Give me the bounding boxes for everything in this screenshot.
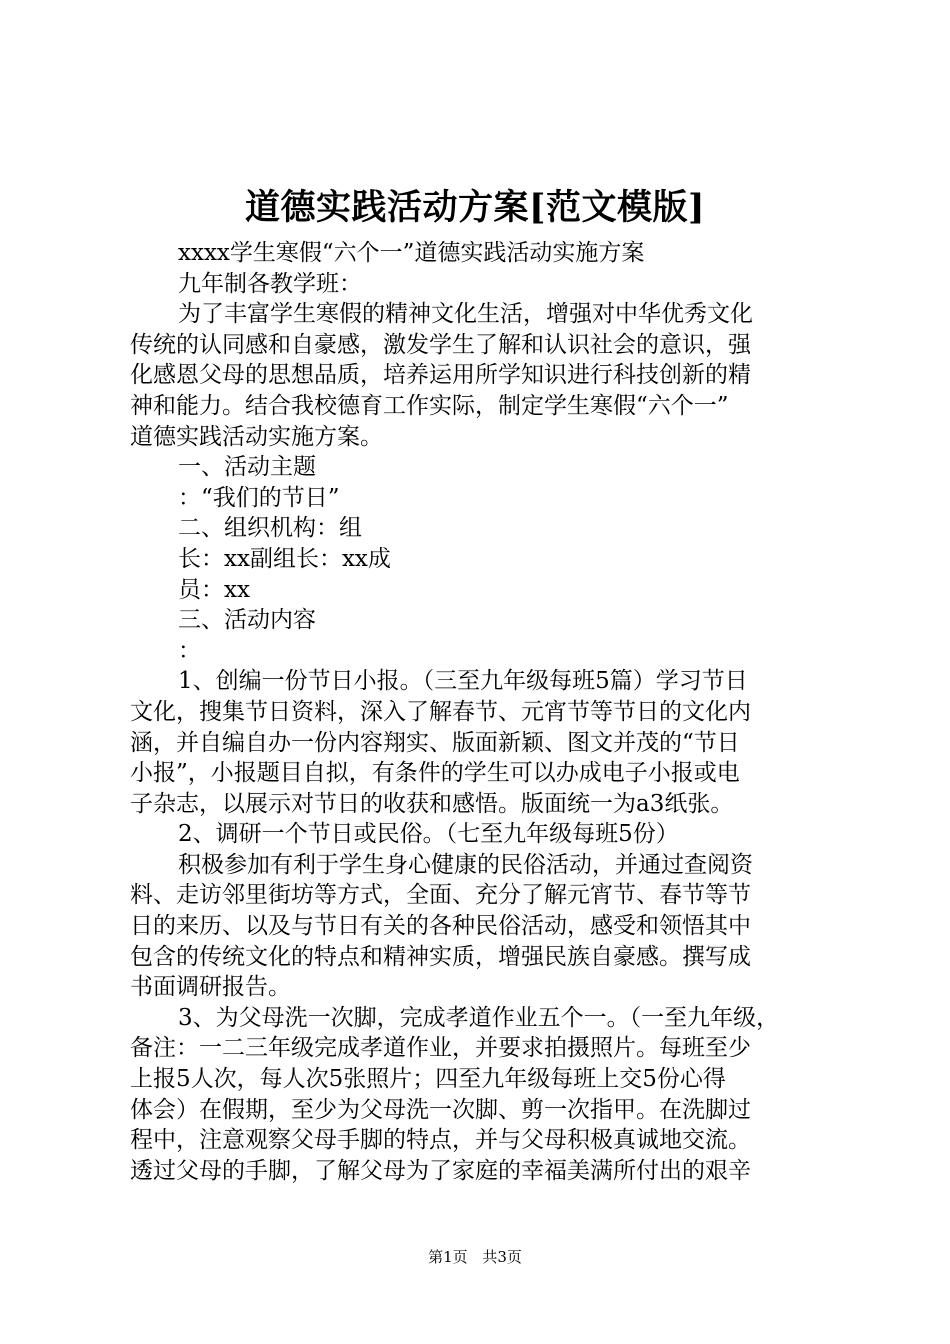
text-line: 传统的认同感和自豪感，激发学生了解和认识社会的意识，强	[130, 331, 751, 358]
text-line: 为了丰富学生寒假的精神文化生活，增强对中华优秀文化	[178, 301, 753, 328]
text-line: 备注：一二三年级完成孝道作业，并要求拍摄照片。每班至少	[130, 1035, 751, 1062]
text-line: 九年制各教学班：	[178, 270, 362, 297]
page-footer	[0, 1247, 950, 1267]
text-line: 道德实践活动实施方案。	[130, 423, 383, 450]
text-line: 3、为父母洗一次脚，完成孝道作业五个一。（一至九年级，	[178, 1004, 780, 1031]
text-line: 三、活动内容	[178, 607, 316, 634]
text-line: 二、组织机构：组	[178, 515, 362, 542]
text-line: ：	[178, 637, 201, 664]
text-line: 员：xx	[178, 576, 250, 603]
text-line: 子杂志，以展示对节日的收获和感悟。版面统一为a3纸张。	[130, 790, 734, 817]
text-line: 化感恩父母的思想品质，培养运用所学知识进行科技创新的精	[130, 362, 751, 389]
text-line: 神和能力。结合我校德育工作实际，制定学生寒假“六个一”	[130, 392, 729, 419]
text-line: 书面调研报告。	[130, 974, 291, 1001]
text-line: 包含的传统文化的特点和精神实质，增强民族自豪感。撰写成	[130, 943, 751, 970]
text-line: 料、走访邻里街坊等方式，全面、充分了解元宵节、春节等节	[130, 882, 751, 909]
text-line: 程中，注意观察父母手脚的特点，并与父母积极真诚地交流。	[130, 1127, 751, 1154]
page-total: 共3页	[482, 1248, 522, 1266]
text-line: 小报”，小报题目自拟，有条件的学生可以办成电子小报或电	[130, 760, 740, 787]
page-number: 第1页	[428, 1248, 468, 1266]
document-body	[130, 238, 835, 1186]
text-line: 文化，搜集节日资料，深入了解春节、元宵节等节日的文化内	[130, 698, 751, 725]
text-line: 上报5人次，每人次5张照片；四至九年级每班上交5份心得	[130, 1066, 726, 1093]
document-title: 道德实践活动方案[范文模版]	[244, 187, 706, 228]
text-line: 1、创编一份节日小报。（三至九年级每班5篇）学习节日	[178, 668, 748, 695]
text-line: 长：xx副组长：xx成	[178, 545, 391, 572]
text-line: 2、调研一个节日或民俗。（七至九年级每班5份）	[178, 821, 679, 848]
text-line: 一、活动主题	[178, 454, 316, 481]
text-line: 涵，并自编自办一份内容翔实、版面新颖、图文并茂的“节日	[130, 729, 740, 756]
text-line: 透过父母的手脚，了解父母为了家庭的幸福美满所付出的艰辛	[130, 1157, 751, 1184]
text-line: ：“我们的节日”	[178, 484, 340, 511]
text-line: xxxx学生寒假“六个一”道德实践活动实施方案	[178, 240, 645, 266]
text-line: 体会）在假期，至少为父母洗一次脚、剪一次指甲。在洗脚过	[130, 1096, 751, 1123]
text-line: 日的来历、以及与节日有关的各种民俗活动，感受和领悟其中	[130, 913, 751, 940]
text-line: 积极参加有利于学生身心健康的民俗活动，并通过查阅资	[178, 851, 753, 878]
